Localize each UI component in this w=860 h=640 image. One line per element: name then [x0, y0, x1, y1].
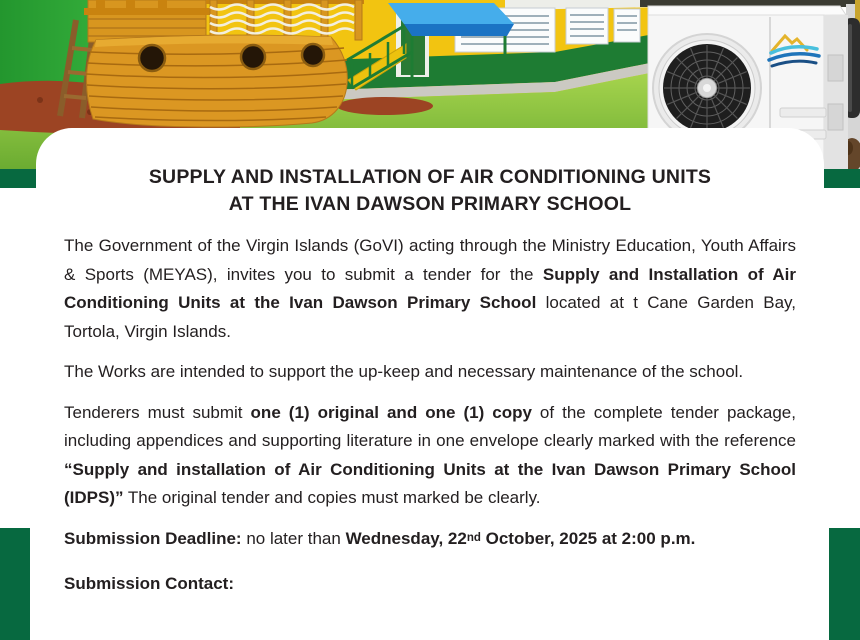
paragraph-works: The Works are intended to support the up-keep and necessary maintenance of the school. [64, 362, 744, 381]
deadline-label: Submission Deadline: [64, 528, 242, 548]
title-line-2: AT THE IVAN DAWSON PRIMARY SCHOOL [228, 193, 632, 215]
title-line-1: SUPPLY AND INSTALLATION OF AIR CONDITIONING UNITS [148, 166, 712, 188]
contact-label: Submission Contact: [64, 574, 235, 593]
fan-grille [653, 34, 761, 142]
paragraph-intro: The Government of the Virgin Islands (GoVI) acting through the Ministry Education, Youth Affairs & Sports (MEYAS), invites you to submit a tender for the Supply and Installation of Air Conditioning Units at the Ivan Dawson Primary School located at t Cane Garden Bay, Tortola, Virgin Islands. [64, 236, 797, 341]
green-accent-block-left [0, 528, 30, 640]
paragraph-tender: Tenderers must submit one (1) original and one (1) copy of the complete tender package, including appendices and supporting literature in one envelope clearly marked with the reference “Supply and installation of Air Conditioning Units at the Ivan Dawson Primary School (IDPS)” The original tender and copies must marked be clearly. [64, 402, 796, 507]
submission-contact [64, 570, 796, 599]
submission-deadline: Submission Deadline: no later than Wednesday, 22nd October, 2025 at 2:00 p.m. [64, 528, 696, 548]
notice-card [36, 128, 824, 640]
page-title [64, 164, 796, 218]
ordinal-superscript: nd [466, 531, 481, 544]
green-accent-block-right [829, 528, 860, 640]
